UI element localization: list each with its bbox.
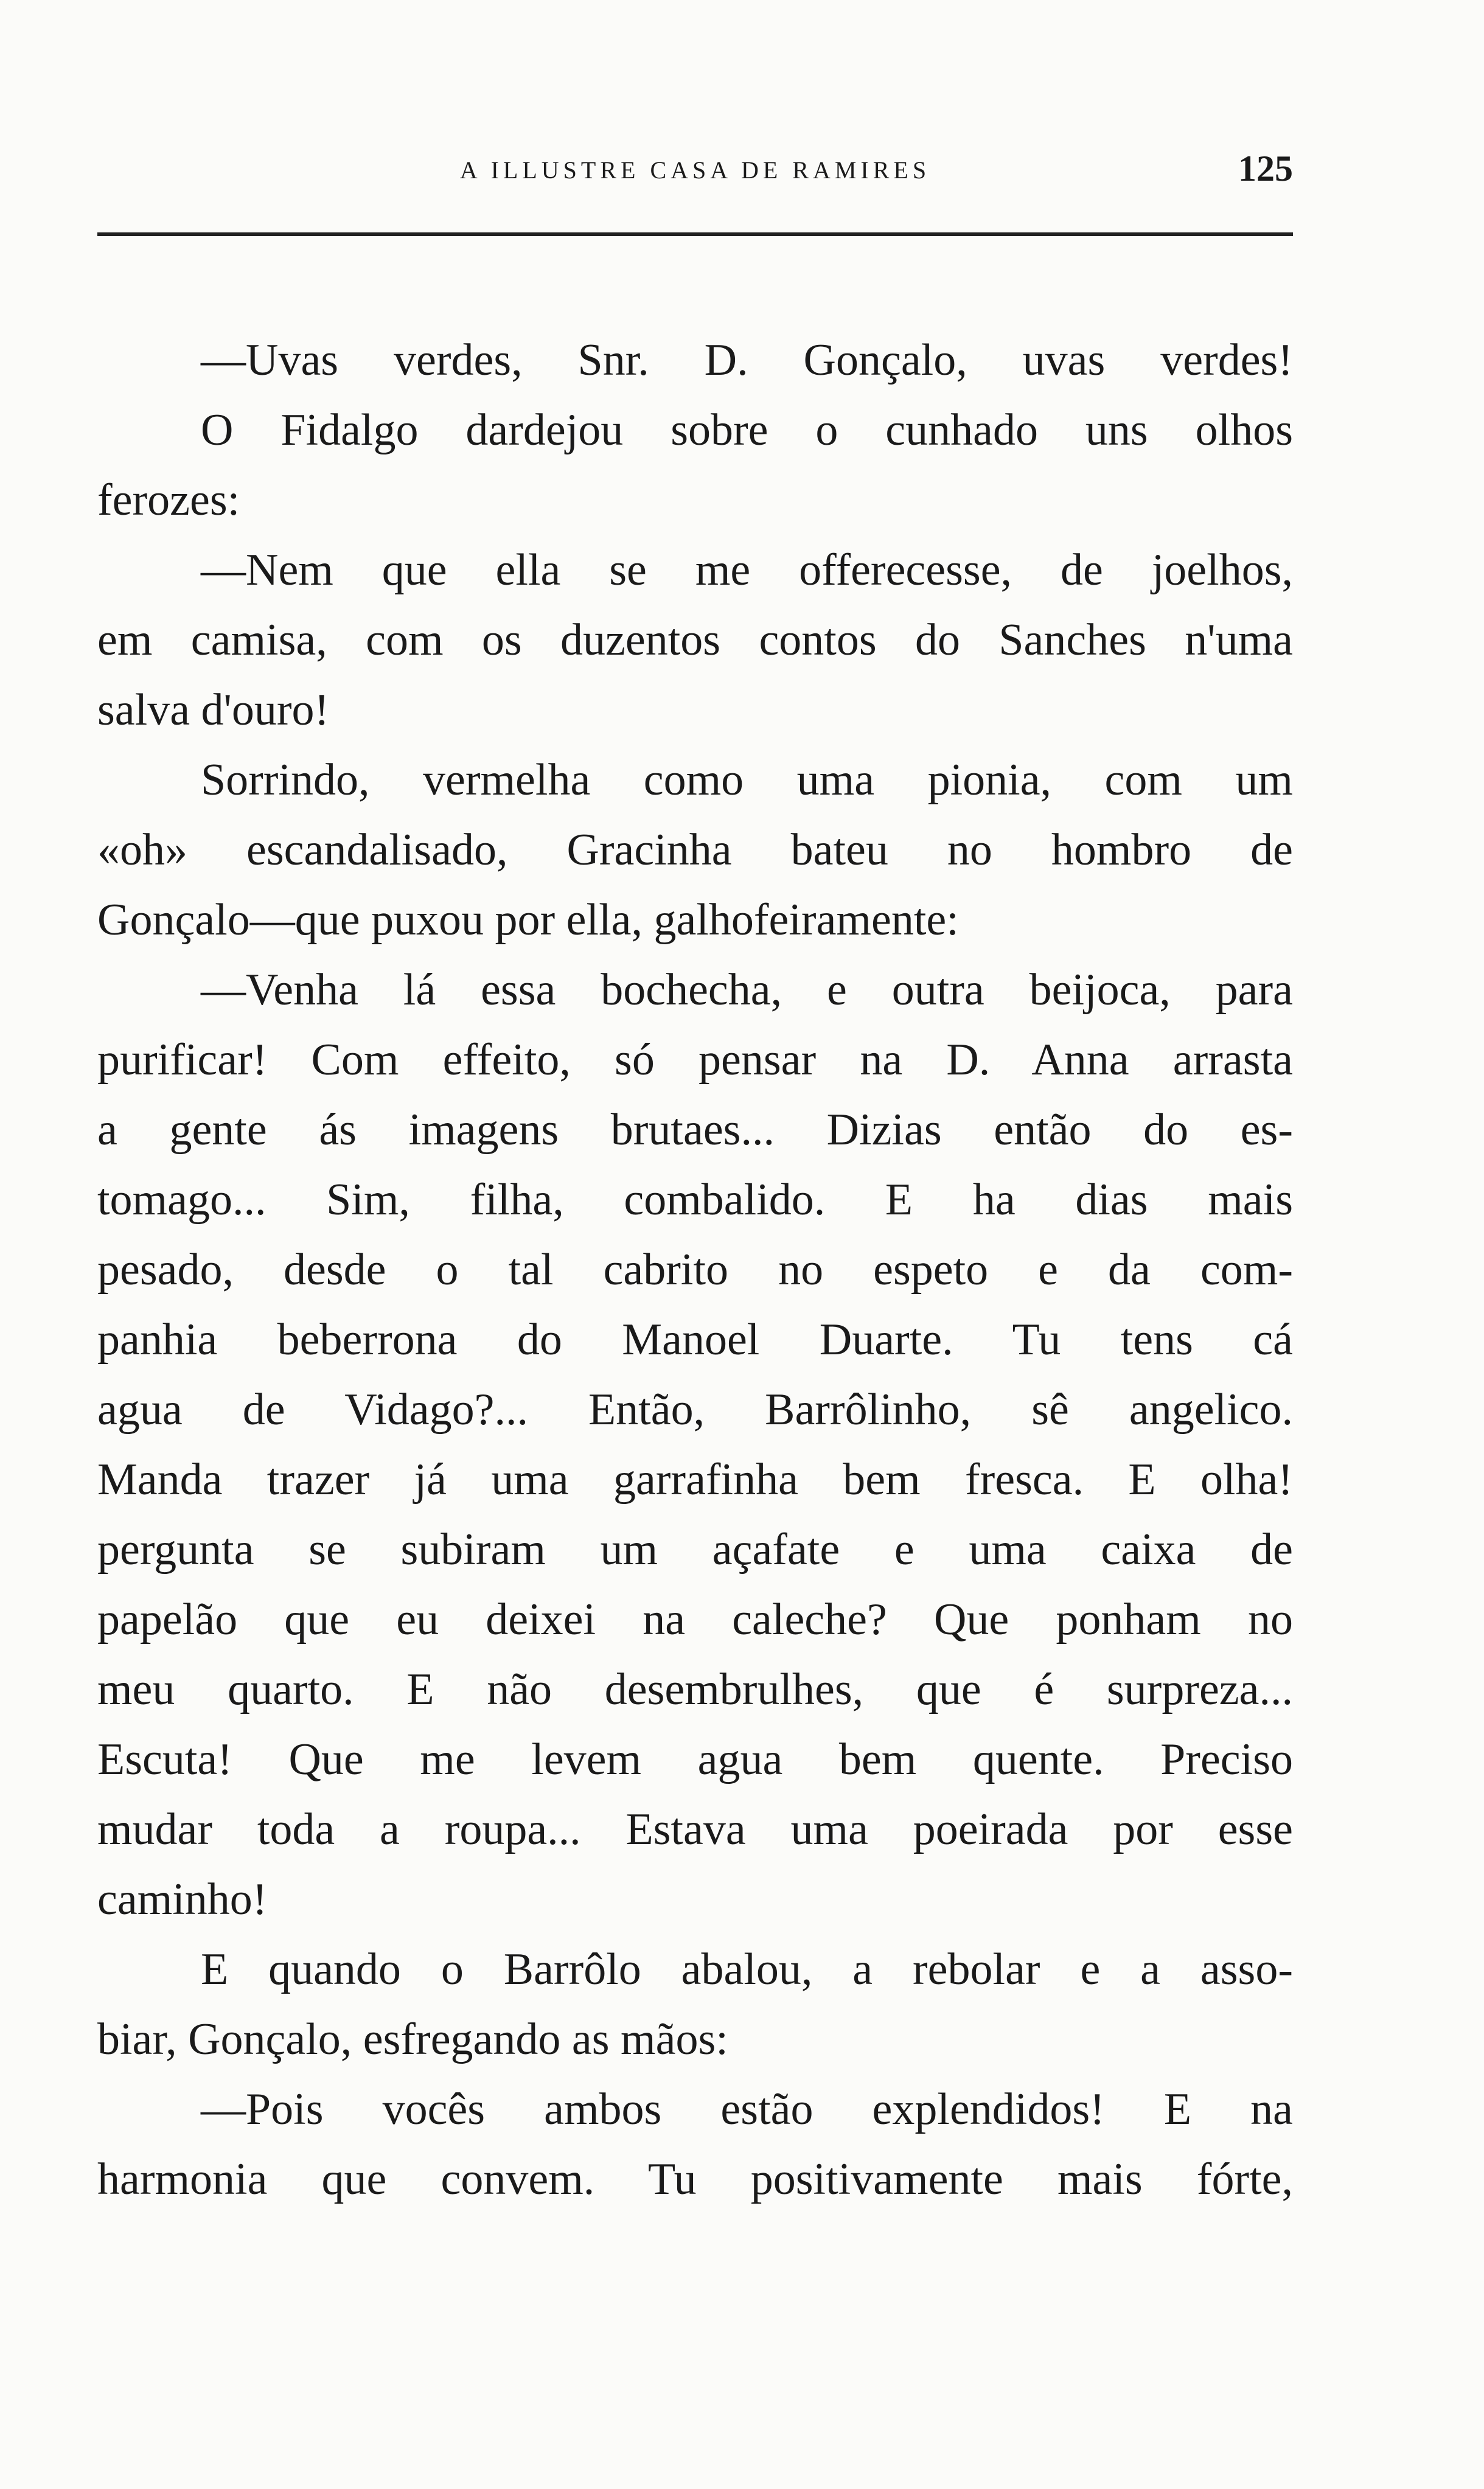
text-line: harmonia que convem. Tu positivamente mais fórte, (97, 2154, 1293, 2204)
text-line: O Fidalgo dardejou sobre o cunhado uns olhos (201, 405, 1293, 455)
text-line: —Uvas verdes, Snr. D. Gonçalo, uvas verdes! (201, 335, 1293, 385)
text-line: Manda trazer já uma garrafinha bem fresca. E olha! (97, 1455, 1293, 1505)
text-line: Gonçalo—que puxou por ella, galhofeiramente: (97, 895, 959, 945)
text-line: ferozes: (97, 475, 240, 525)
text-line: —Pois vocês ambos estão explendidos! E na (201, 2084, 1293, 2134)
text-line: pergunta se subiram um açafate e uma caixa de (97, 1525, 1293, 1575)
running-title: A ILLUSTRE CASA DE RAMIRES (459, 156, 931, 184)
text-line: a gente ás imagens brutaes... Dizias então do es- (97, 1105, 1293, 1155)
text-line: Sorrindo, vermelha como uma pionia, com um (201, 755, 1293, 805)
text-line: panhia beberrona do Manoel Duarte. Tu tens cá (97, 1315, 1293, 1365)
text-line: tomago... Sim, filha, combalido. E ha dias mais (97, 1175, 1293, 1225)
text-line: «oh» escandalisado, Gracinha bateu no hombro de (97, 825, 1293, 875)
text-line: —Venha lá essa bochecha, e outra beijoca, para (201, 965, 1293, 1015)
text-line: pesado, desde o tal cabrito no espeto e da com- (97, 1245, 1293, 1295)
text-line: Escuta! Que me levem agua bem quente. Preciso (97, 1735, 1293, 1784)
text-line: em camisa, com os duzentos contos do Sanches n'uma (97, 615, 1293, 665)
text-line: biar, Gonçalo, esfregando as mãos: (97, 2014, 728, 2064)
text-line: purificar! Com effeito, só pensar na D. Anna arrasta (97, 1035, 1293, 1085)
page-number: 125 (1238, 148, 1293, 189)
text-line: mudar toda a roupa... Estava uma poeirada por esse (97, 1805, 1293, 1854)
running-head (97, 148, 1293, 189)
text-line: E quando o Barrôlo abalou, a rebolar e a asso- (201, 1944, 1293, 1994)
body-text (97, 325, 1293, 2215)
text-line: caminho! (97, 1875, 268, 1924)
text-line: meu quarto. E não desembrulhes, que é surpreza... (97, 1665, 1293, 1714)
text-line: papelão que eu deixei na caleche? Que ponham no (97, 1595, 1293, 1645)
header-rule (97, 232, 1293, 236)
text-line: —Nem que ella se me offerecesse, de joelhos, (201, 545, 1293, 595)
text-line: agua de Vidago?... Então, Barrôlinho, sê angelico. (97, 1385, 1293, 1435)
text-line: salva d'ouro! (97, 685, 330, 735)
